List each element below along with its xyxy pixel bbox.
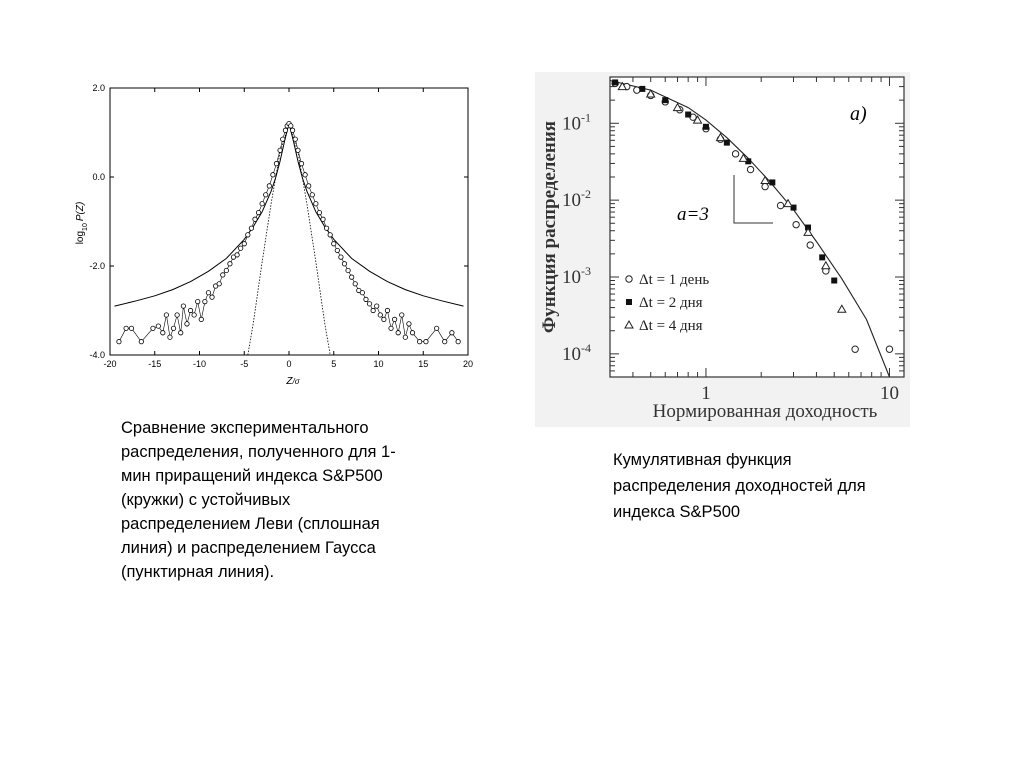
sp500-data-point bbox=[260, 202, 264, 206]
sp500-data-point bbox=[221, 273, 225, 277]
sp500-data-point bbox=[175, 313, 179, 317]
sp500-data-point bbox=[267, 184, 271, 188]
sp500-data-point bbox=[206, 291, 210, 295]
sp500-data-point bbox=[392, 317, 396, 321]
sp500-data-point bbox=[192, 313, 196, 317]
sp500-data-point bbox=[367, 302, 371, 306]
sp500-data-point bbox=[290, 128, 294, 132]
sp500-data-point bbox=[289, 124, 293, 128]
sp500-data-point bbox=[310, 193, 314, 197]
left-series-group bbox=[115, 124, 464, 355]
x-tick-label: 15 bbox=[418, 359, 429, 369]
data-point-2day bbox=[819, 254, 825, 260]
data-point-1day bbox=[634, 87, 640, 93]
sp500-data-point bbox=[179, 331, 183, 335]
sp500-data-point bbox=[375, 304, 379, 308]
sp500-data-point bbox=[324, 226, 328, 230]
x-tick-label: -5 bbox=[240, 359, 249, 369]
sp500-data-point bbox=[278, 148, 282, 152]
legend-label: Δt = 2 дня bbox=[639, 295, 703, 311]
sp500-data-point bbox=[264, 193, 268, 197]
sp500-data-point bbox=[385, 308, 389, 312]
sp500-data-point bbox=[346, 268, 350, 272]
sp500-data-point bbox=[151, 326, 155, 330]
x-tick-label: 0 bbox=[286, 359, 292, 369]
x-axis-label-z: Z bbox=[286, 376, 293, 387]
data-point-1day bbox=[762, 183, 768, 189]
sp500-data-point bbox=[306, 184, 310, 188]
sp500-data-point bbox=[210, 295, 214, 299]
left-data-points bbox=[117, 121, 461, 343]
x-tick-label: 20 bbox=[462, 359, 474, 369]
data-point-1day bbox=[886, 346, 892, 352]
y-axis-label-p: P(Z) bbox=[75, 201, 86, 222]
sp500-data-point bbox=[360, 291, 364, 295]
y-tick-label: 2.0 bbox=[92, 83, 105, 93]
gauss-dotted-line bbox=[248, 124, 330, 355]
levy-gauss-comparison-chart bbox=[60, 75, 480, 395]
sp500-data-point bbox=[424, 339, 428, 343]
sp500-data-point bbox=[434, 326, 438, 330]
sp500-data-point bbox=[450, 331, 454, 335]
sp500-data-point bbox=[364, 297, 368, 301]
y-tick-exponent: -4 bbox=[581, 340, 591, 355]
sp500-data-point bbox=[339, 255, 343, 259]
sp500-data-point bbox=[371, 308, 375, 312]
sp500-data-point bbox=[171, 326, 175, 330]
left-axis-ticks bbox=[110, 88, 468, 355]
sp500-data-point bbox=[196, 299, 200, 303]
data-point-2day bbox=[612, 79, 618, 85]
data-point-1day bbox=[777, 202, 783, 208]
sp500-data-point bbox=[396, 331, 400, 335]
sp500-data-point bbox=[185, 322, 189, 326]
sp500-data-point bbox=[199, 317, 203, 321]
sp500-data-point bbox=[235, 253, 239, 257]
sp500-data-point bbox=[400, 313, 404, 317]
x-axis-label-sigma: /σ bbox=[292, 377, 300, 386]
x-tick-label: -15 bbox=[148, 359, 162, 369]
y-tick-label: -2.0 bbox=[89, 261, 105, 271]
legend-label: Δt = 1 день bbox=[639, 272, 710, 288]
sp500-data-point bbox=[443, 339, 447, 343]
sp500-data-point bbox=[161, 331, 165, 335]
sp500-data-point bbox=[139, 339, 143, 343]
left-y-tick-labels bbox=[89, 83, 105, 360]
sp500-data-point bbox=[253, 217, 257, 221]
sp500-data-point bbox=[271, 173, 275, 177]
sp500-data-point bbox=[217, 282, 221, 286]
sp500-data-point bbox=[168, 335, 172, 339]
sp500-data-point bbox=[203, 299, 207, 303]
sp500-data-point bbox=[317, 210, 321, 214]
data-point-1day bbox=[852, 346, 858, 352]
y-tick-exponent: -2 bbox=[581, 187, 591, 202]
sp500-data-point bbox=[224, 268, 228, 272]
x-tick-label: -10 bbox=[192, 359, 207, 369]
legend-circle-icon bbox=[626, 276, 632, 282]
sp500-data-point bbox=[156, 324, 160, 328]
sp500-data-point bbox=[238, 246, 242, 250]
x-axis-label bbox=[285, 376, 300, 387]
sp500-data-point bbox=[382, 317, 386, 321]
sp500-data-point bbox=[249, 226, 253, 230]
sp500-data-point bbox=[303, 173, 307, 177]
data-point-1day bbox=[747, 166, 753, 172]
sp500-connecting-line bbox=[119, 124, 458, 342]
sp500-data-point bbox=[321, 217, 325, 221]
sp500-data-point bbox=[417, 339, 421, 343]
sp500-data-point bbox=[256, 210, 260, 214]
data-point-1day bbox=[807, 242, 813, 248]
y-axis-label-log: log bbox=[75, 230, 86, 245]
sp500-data-point bbox=[332, 242, 336, 246]
sp500-data-point bbox=[124, 326, 128, 330]
sp500-data-point bbox=[296, 148, 300, 152]
left-x-tick-labels bbox=[103, 359, 473, 369]
sp500-data-point bbox=[181, 304, 185, 308]
sp500-data-point bbox=[353, 282, 357, 286]
x-axis-label: Нормированная доходность bbox=[652, 401, 878, 422]
legend-square-icon bbox=[626, 299, 632, 305]
data-point-1day bbox=[793, 221, 799, 227]
sp500-data-point bbox=[228, 262, 232, 266]
sp500-data-point bbox=[349, 275, 353, 279]
sp500-data-point bbox=[283, 128, 287, 132]
legend-label: Δt = 4 дня bbox=[639, 318, 703, 334]
x-tick-label: -20 bbox=[103, 359, 117, 369]
sp500-data-point bbox=[281, 137, 285, 141]
right-figure-caption: Кумулятивная функция распределения доходностей для индекса S&P500 bbox=[613, 451, 866, 521]
sp500-data-point bbox=[164, 313, 168, 317]
left-figure-caption: Сравнение экспериментального распределения, полученного для 1- мин приращений индекса S&P500 (кружки) с устойчивых распределением Леви (сплошная линия) и распределением Гаусса (пунктирная линия). bbox=[121, 419, 396, 581]
sp500-data-point bbox=[293, 137, 297, 141]
y-tick-exponent: -3 bbox=[581, 264, 591, 278]
sp500-data-point bbox=[314, 202, 318, 206]
x-tick-label: 10 bbox=[879, 383, 899, 404]
x-tick-label: 10 bbox=[373, 359, 384, 369]
plot-frame bbox=[110, 88, 468, 355]
data-point-2day bbox=[662, 97, 668, 103]
y-axis-label: Функция распределения bbox=[539, 120, 560, 334]
sp500-data-point bbox=[342, 262, 346, 266]
cumulative-distribution-chart bbox=[535, 72, 910, 427]
y-axis-label-base: 10 bbox=[81, 223, 89, 231]
data-point-1day bbox=[732, 151, 738, 157]
y-tick-exponent: -1 bbox=[581, 110, 591, 125]
data-point-2day bbox=[831, 278, 837, 284]
panel-label: a) bbox=[850, 103, 867, 125]
data-point-2day bbox=[703, 124, 709, 130]
data-point-2day bbox=[769, 179, 775, 185]
sp500-data-point bbox=[456, 339, 460, 343]
sp500-data-point bbox=[328, 233, 332, 237]
y-tick-base: 10 bbox=[562, 267, 581, 288]
x-tick-label: 1 bbox=[701, 383, 711, 404]
y-axis-label bbox=[75, 202, 89, 245]
y-tick-base: 10 bbox=[562, 343, 581, 365]
y-tick-label: 0.0 bbox=[92, 172, 105, 182]
y-tick-base: 10 bbox=[562, 190, 581, 212]
sp500-data-point bbox=[335, 248, 339, 252]
sp500-data-point bbox=[274, 161, 278, 165]
y-tick-label: -4.0 bbox=[89, 350, 105, 360]
sp500-data-point bbox=[389, 326, 393, 330]
data-point-2day bbox=[639, 86, 645, 92]
sp500-data-point bbox=[242, 242, 246, 246]
legend-item bbox=[626, 272, 710, 288]
sp500-data-point bbox=[410, 331, 414, 335]
sp500-data-point bbox=[378, 313, 382, 317]
sp500-data-point bbox=[299, 161, 303, 165]
sp500-data-point bbox=[246, 233, 250, 237]
data-point-2day bbox=[685, 112, 691, 118]
sp500-data-point bbox=[407, 322, 411, 326]
y-tick-base: 10 bbox=[562, 113, 581, 135]
sp500-data-point bbox=[117, 339, 121, 343]
sp500-data-point bbox=[403, 335, 407, 339]
sp500-data-point bbox=[188, 308, 192, 312]
sp500-data-point bbox=[129, 326, 133, 330]
levy-solid-line bbox=[115, 124, 464, 307]
x-tick-label: 5 bbox=[331, 359, 337, 369]
slope-annotation: a=3 bbox=[677, 204, 709, 225]
